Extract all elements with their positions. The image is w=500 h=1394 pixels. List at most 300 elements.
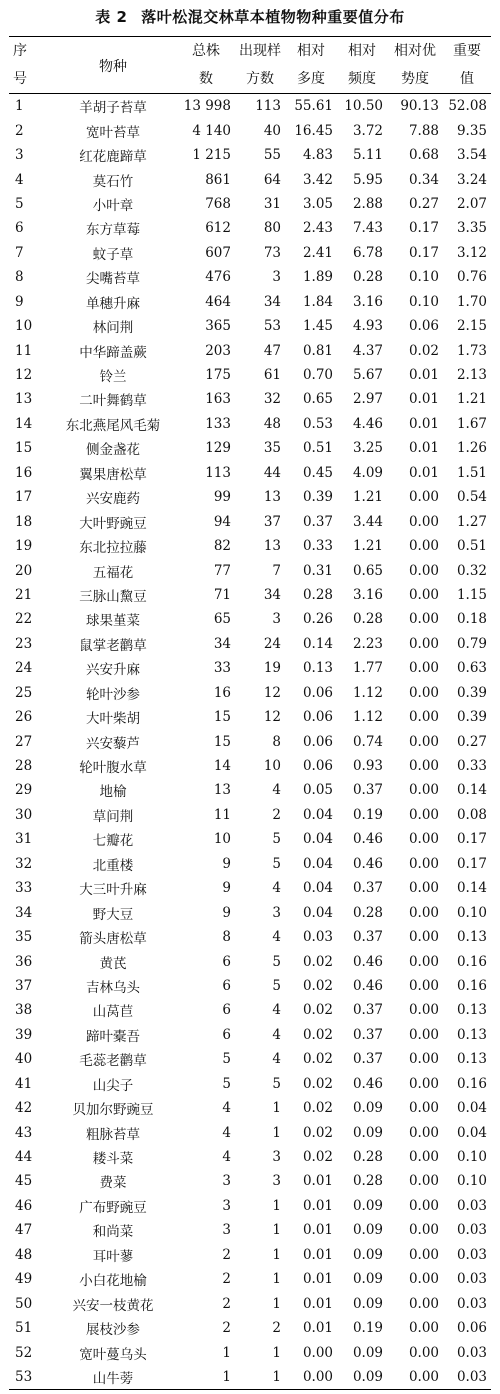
cell-species: 毛蕊老鹳草: [79, 1053, 147, 1070]
cell-rel-abundance: 0.33: [302, 538, 333, 555]
cell-idx: 25: [15, 684, 33, 701]
cell-idx: 31: [15, 831, 33, 848]
cell-importance: 1.73: [456, 342, 487, 359]
cell-rel-abundance: 0.01: [302, 1295, 333, 1312]
cell-rel-abundance: 16.45: [294, 122, 333, 139]
cell-importance: 0.06: [456, 1320, 487, 1337]
species-importance-table: [9, 36, 491, 1390]
cell-total-count: 203: [205, 342, 231, 359]
cell-rel-frequency: 3.25: [352, 440, 383, 457]
cell-species: 宽叶苔草: [86, 124, 140, 141]
cell-plot-count: 1: [272, 1344, 281, 1361]
cell-rel-abundance: 0.06: [302, 709, 333, 726]
cell-rel-abundance: 0.02: [302, 1149, 333, 1166]
cell-importance: 2.07: [456, 195, 487, 212]
cell-importance: 0.39: [456, 709, 487, 726]
cell-rel-frequency: 0.28: [352, 1173, 383, 1190]
table-row: [9, 778, 491, 802]
table-row: [9, 192, 491, 216]
table-row: [9, 925, 491, 949]
cell-rel-abundance: 0.51: [302, 440, 333, 457]
cell-species: 展枝沙参: [86, 1322, 140, 1339]
table-row: [9, 1316, 491, 1340]
table-caption: [0, 0, 500, 34]
cell-rel-abundance: 0.01: [302, 1222, 333, 1239]
cell-total-count: 14: [213, 758, 231, 775]
watermark: [466, 1300, 496, 1390]
cell-total-count: 2: [222, 1295, 231, 1312]
cell-importance: 3.54: [456, 147, 487, 164]
cell-importance: 1.27: [456, 513, 487, 530]
cell-rel-dominance: 0.17: [408, 220, 439, 237]
cell-importance: 0.63: [456, 660, 487, 677]
cell-total-count: 1: [177, 1365, 235, 1390]
cell-importance: 1.70: [456, 293, 487, 310]
cell-importance: 1.26: [456, 440, 487, 457]
cell-plot-count: 10: [263, 758, 281, 775]
cell-total-count: 2: [222, 1246, 231, 1263]
cell-species: 大三叶升麻: [79, 882, 147, 899]
cell-species: 草问荆: [92, 808, 134, 825]
cell-total-count: 11: [213, 806, 231, 823]
cell-species: 小叶章: [92, 197, 134, 214]
cell-idx: 8: [15, 269, 24, 286]
cell-rel-dominance: 0.00: [408, 1222, 439, 1239]
cell-idx: 33: [15, 880, 33, 897]
cell-plot-count: 40: [263, 122, 281, 139]
cell-total-count: 476: [205, 269, 231, 286]
cell-total-count: 3: [222, 1222, 231, 1239]
cell-rel-frequency: 0.37: [352, 1026, 383, 1043]
cell-total-count: 6: [222, 953, 231, 970]
cell-plot-count: 37: [263, 513, 281, 530]
cell-total-count: 13: [213, 782, 231, 799]
cell-rel-dominance: 0.02: [408, 342, 439, 359]
cell-importance: 0.51: [456, 538, 487, 555]
cell-idx: 9: [15, 293, 24, 310]
table-caption-text: 落叶松混交林草本植物物种重要值分布: [141, 8, 405, 26]
cell-rel-dominance: 0.10: [408, 269, 439, 286]
table-row: [9, 1267, 491, 1291]
cell-rel-dominance: 0.00: [408, 977, 439, 994]
cell-importance: 0.33: [456, 758, 487, 775]
cell-rel-dominance: 7.88: [408, 122, 439, 139]
cell-rel-frequency: 1.21: [352, 489, 383, 506]
cell-idx: 46: [15, 1197, 33, 1214]
cell-species: 兴安升麻: [86, 662, 140, 679]
cell-plot-count: 4: [272, 1026, 281, 1043]
cell-rel-frequency: 6.78: [352, 244, 383, 261]
cell-rel-abundance: 0.14: [302, 635, 333, 652]
cell-total-count: 5: [222, 1075, 231, 1092]
table-caption-label: 表 2: [95, 8, 128, 26]
cell-rel-dominance: 0.00: [408, 929, 439, 946]
cell-importance: 3.35: [456, 220, 487, 237]
cell-species: 侧金盏花: [86, 442, 140, 459]
cell-rel-frequency: 0.19: [352, 1320, 383, 1337]
cell-importance: 0.08: [456, 806, 487, 823]
cell-idx: 30: [15, 806, 33, 823]
cell-rel-dominance: 0.00: [408, 1173, 439, 1190]
cell-total-count: 9: [222, 880, 231, 897]
cell-species: 大叶野豌豆: [79, 515, 147, 532]
cell-rel-dominance: 0.00: [408, 611, 439, 628]
cell-rel-frequency: 1.12: [352, 684, 383, 701]
cell-rel-dominance: 0.00: [408, 953, 439, 970]
table-row: [9, 412, 491, 436]
cell-rel-abundance: 0.00: [302, 1344, 333, 1361]
cell-idx: 7: [15, 244, 24, 261]
cell-total-count: 129: [205, 440, 231, 457]
cell-importance: 0.03: [456, 1344, 487, 1361]
cell-plot-count: 3: [272, 611, 281, 628]
cell-rel-dominance: 0.01: [408, 367, 439, 384]
cell-plot-count: 80: [263, 220, 281, 237]
cell-total-count: 4 140: [192, 122, 231, 139]
cell-rel-frequency: 0.09: [352, 1100, 383, 1117]
cell-plot-count: 1: [272, 1271, 281, 1288]
cell-plot-count: 4: [272, 880, 281, 897]
cell-rel-frequency: 2.88: [352, 195, 383, 212]
cell-rel-dominance: 0.00: [408, 562, 439, 579]
cell-total-count: 4: [222, 1100, 231, 1117]
cell-plot-count: 73: [263, 244, 281, 261]
cell-total-count: 9: [222, 855, 231, 872]
cell-rel-dominance: 0.00: [408, 684, 439, 701]
cell-plot-count: 5: [272, 977, 281, 994]
cell-rel-abundance: 1.45: [302, 318, 333, 335]
table-row: [9, 1169, 491, 1193]
cell-idx: 10: [15, 318, 33, 335]
cell-plot-count: 1: [235, 1365, 285, 1390]
cell-rel-frequency: 5.11: [352, 147, 383, 164]
cell-rel-dominance: 0.00: [408, 806, 439, 823]
cell-total-count: 3: [222, 1173, 231, 1190]
cell-rel-frequency: 0.09: [352, 1124, 383, 1141]
cell-plot-count: 4: [272, 1051, 281, 1068]
cell-rel-frequency: 1.21: [352, 538, 383, 555]
cell-species: 小白花地榆: [79, 1273, 147, 1290]
cell-importance: 9.35: [456, 122, 487, 139]
cell-total-count: 94: [213, 513, 231, 530]
cell-rel-abundance: 3.42: [302, 171, 333, 188]
cell-rel-dominance: 0.27: [408, 195, 439, 212]
cell-rel-frequency: 0.46: [352, 977, 383, 994]
cell-rel-abundance: 2.41: [302, 244, 333, 261]
cell-importance: 52.08: [448, 98, 487, 115]
cell-importance: 0.03: [456, 1295, 487, 1312]
cell-idx: 18: [15, 513, 33, 530]
header-importance: 值: [443, 65, 491, 94]
cell-species: 东北拉拉藤: [79, 540, 147, 557]
cell-total-count: 1: [222, 1344, 231, 1361]
cell-plot-count: 32: [263, 391, 281, 408]
cell-importance: 0.13: [456, 1051, 487, 1068]
cell-rel-dominance: 0.00: [408, 586, 439, 603]
cell-plot-count: 113: [255, 98, 281, 115]
cell-idx: 28: [15, 758, 33, 775]
table-row: [9, 656, 491, 680]
cell-rel-frequency: 5.95: [352, 171, 383, 188]
cell-total-count: 16: [213, 684, 231, 701]
cell-rel-abundance: 0.81: [302, 342, 333, 359]
cell-plot-count: 13: [263, 489, 281, 506]
cell-importance: 0.04: [456, 1100, 487, 1117]
cell-rel-frequency: 0.37: [352, 929, 383, 946]
table-row: [9, 290, 491, 314]
cell-rel-abundance: 0.06: [302, 733, 333, 750]
table-row: [9, 485, 491, 509]
cell-species: 箭头唐松草: [79, 931, 147, 948]
cell-rel-dominance: 90.13: [400, 98, 439, 115]
cell-rel-abundance: 0.26: [302, 611, 333, 628]
cell-rel-abundance: 2.43: [302, 220, 333, 237]
cell-total-count: 133: [205, 415, 231, 432]
table-row: [9, 436, 491, 460]
cell-rel-frequency: 0.46: [352, 831, 383, 848]
header-rel-dominance: 势度: [387, 65, 443, 94]
cell-rel-dominance: 0.00: [408, 1197, 439, 1214]
cell-rel-abundance: 0.01: [302, 1197, 333, 1214]
cell-rel-frequency: 0.28: [352, 904, 383, 921]
cell-rel-dominance: 0.00: [408, 904, 439, 921]
cell-rel-frequency: 4.09: [352, 464, 383, 481]
cell-plot-count: 24: [263, 635, 281, 652]
cell-importance: 0.79: [456, 635, 487, 652]
cell-rel-abundance: 0.04: [302, 831, 333, 848]
cell-plot-count: 5: [272, 855, 281, 872]
cell-plot-count: 55: [263, 147, 281, 164]
cell-rel-dominance: 0.00: [408, 880, 439, 897]
cell-rel-abundance: 0.02: [302, 1026, 333, 1043]
table-row: [9, 974, 491, 998]
cell-rel-frequency: 3.44: [352, 513, 383, 530]
cell-rel-abundance: 0.05: [302, 782, 333, 799]
cell-plot-count: 48: [263, 415, 281, 432]
cell-idx: 11: [15, 342, 33, 359]
cell-rel-abundance: 3.05: [302, 195, 333, 212]
cell-total-count: 175: [205, 367, 231, 384]
cell-total-count: 1 215: [192, 147, 231, 164]
cell-total-count: 13 998: [183, 98, 231, 115]
cell-importance: 0.10: [456, 1173, 487, 1190]
cell-plot-count: 31: [263, 195, 281, 212]
cell-importance: 1.15: [456, 586, 487, 603]
table-row: [9, 1072, 491, 1096]
cell-rel-frequency: 0.09: [352, 1295, 383, 1312]
cell-total-count: 34: [213, 635, 231, 652]
cell-rel-frequency: 0.37: [352, 880, 383, 897]
cell-plot-count: 53: [263, 318, 281, 335]
cell-rel-abundance: 0.01: [302, 1173, 333, 1190]
cell-rel-frequency: 0.46: [352, 1075, 383, 1092]
cell-rel-abundance: 0.02: [302, 1124, 333, 1141]
table-row: [9, 1365, 491, 1390]
cell-importance: 1.21: [456, 391, 487, 408]
cell-rel-abundance: 1.84: [302, 293, 333, 310]
cell-idx: 12: [15, 367, 33, 384]
cell-total-count: 15: [213, 733, 231, 750]
cell-rel-dominance: 0.00: [408, 660, 439, 677]
cell-total-count: 6: [222, 1026, 231, 1043]
cell-idx: 21: [15, 586, 33, 603]
table-row: [9, 900, 491, 924]
cell-importance: 2.15: [456, 318, 487, 335]
cell-species: 羊胡子苔草: [79, 100, 147, 117]
cell-species: 东北燕尾风毛菊: [65, 417, 161, 434]
cell-rel-frequency: 0.19: [352, 806, 383, 823]
cell-species: 蚊子草: [92, 246, 134, 263]
cell-rel-dominance: 0.34: [408, 171, 439, 188]
cell-rel-dominance: 0.00: [408, 1320, 439, 1337]
cell-importance: 0.03: [443, 1365, 491, 1390]
cell-plot-count: 4: [272, 782, 281, 799]
cell-importance: 0.54: [456, 489, 487, 506]
cell-rel-abundance: 0.31: [302, 562, 333, 579]
cell-importance: 3.12: [456, 244, 487, 261]
cell-idx: 34: [15, 904, 33, 921]
cell-idx: 22: [15, 611, 33, 628]
cell-rel-dominance: 0.00: [408, 1051, 439, 1068]
cell-idx: 38: [15, 1002, 33, 1019]
cell-importance: 0.16: [456, 1075, 487, 1092]
cell-species: 耳叶蓼: [92, 1248, 134, 1265]
cell-rel-abundance: 0.02: [302, 1075, 333, 1092]
cell-total-count: 4: [222, 1124, 231, 1141]
cell-species: 费菜: [99, 1175, 127, 1192]
cell-species: 大叶柴胡: [86, 711, 140, 728]
cell-importance: 0.04: [456, 1124, 487, 1141]
cell-plot-count: 2: [272, 1320, 281, 1337]
cell-species: 兴安鹿药: [86, 491, 140, 508]
header-plots: 方数: [235, 65, 285, 94]
cell-rel-frequency: 0.93: [352, 758, 383, 775]
cell-plot-count: 1: [272, 1246, 281, 1263]
cell-plot-count: 4: [272, 929, 281, 946]
cell-rel-frequency: 5.67: [352, 367, 383, 384]
cell-rel-frequency: 4.93: [352, 318, 383, 335]
cell-plot-count: 2: [272, 806, 281, 823]
cell-idx: 47: [15, 1222, 33, 1239]
cell-importance: 0.14: [456, 782, 487, 799]
cell-rel-dominance: 0.00: [408, 1026, 439, 1043]
table-row: [9, 1047, 491, 1071]
cell-idx: 53: [9, 1365, 49, 1390]
table-row: [9, 338, 491, 362]
cell-importance: 0.17: [456, 855, 487, 872]
cell-species: 宽叶蔓乌头: [79, 1346, 147, 1363]
table-row: [9, 387, 491, 411]
cell-rel-frequency: 3.16: [352, 293, 383, 310]
cell-plot-count: 3: [272, 904, 281, 921]
cell-rel-dominance: 0.00: [408, 1124, 439, 1141]
cell-plot-count: 3: [272, 269, 281, 286]
cell-species: 中华蹄盖蕨: [79, 344, 147, 361]
cell-species: 球果堇菜: [86, 613, 140, 630]
table-row: [9, 143, 491, 167]
cell-rel-frequency: 2.97: [352, 391, 383, 408]
cell-species: 蹄叶橐吾: [86, 1028, 140, 1045]
cell-rel-abundance: 0.02: [302, 1100, 333, 1117]
table-row: [9, 1218, 491, 1242]
cell-total-count: 464: [205, 293, 231, 310]
cell-importance: 0.13: [456, 1026, 487, 1043]
cell-rel-dominance: 0.00: [408, 758, 439, 775]
cell-rel-frequency: 0.28: [352, 611, 383, 628]
table-body: [9, 94, 491, 1390]
cell-rel-frequency: 2.23: [352, 635, 383, 652]
cell-idx: 45: [15, 1173, 33, 1190]
cell-species: 贝加尔野豌豆: [72, 1102, 154, 1119]
cell-idx: 1: [15, 98, 24, 115]
cell-idx: 32: [15, 855, 33, 872]
cell-rel-dominance: 0.00: [408, 513, 439, 530]
cell-rel-frequency: 0.46: [352, 953, 383, 970]
cell-rel-frequency: 0.28: [352, 269, 383, 286]
cell-importance: 0.14: [456, 880, 487, 897]
cell-idx: 41: [15, 1075, 33, 1092]
cell-importance: 0.10: [456, 904, 487, 921]
cell-species: 和尚菜: [92, 1224, 134, 1241]
cell-total-count: 861: [205, 171, 231, 188]
cell-total-count: 6: [222, 977, 231, 994]
cell-idx: 40: [15, 1051, 33, 1068]
table-row: [9, 681, 491, 705]
cell-total-count: 768: [205, 195, 231, 212]
cell-importance: 0.17: [456, 831, 487, 848]
cell-importance: 0.39: [456, 684, 487, 701]
cell-rel-abundance: 0.02: [302, 953, 333, 970]
header-idx: 号: [9, 65, 49, 94]
cell-idx: 27: [15, 733, 33, 750]
cell-rel-abundance: 0.04: [302, 904, 333, 921]
cell-plot-count: 1: [272, 1222, 281, 1239]
cell-rel-dominance: 0.00: [408, 1271, 439, 1288]
table-row: [9, 461, 491, 485]
cell-species: 山牛蒡: [49, 1365, 177, 1390]
cell-rel-abundance: 0.01: [302, 1271, 333, 1288]
cell-rel-frequency: 3.72: [352, 122, 383, 139]
header-plots: 出现样: [235, 37, 285, 66]
cell-rel-frequency: 0.09: [352, 1246, 383, 1263]
table-row: [9, 705, 491, 729]
cell-idx: 49: [15, 1271, 33, 1288]
cell-total-count: 82: [213, 538, 231, 555]
table-row: [9, 1340, 491, 1364]
cell-species: 兴安藜芦: [86, 735, 140, 752]
table-row: [9, 803, 491, 827]
cell-plot-count: 64: [263, 171, 281, 188]
cell-importance: 0.27: [456, 733, 487, 750]
cell-rel-abundance: 0.45: [302, 464, 333, 481]
cell-rel-dominance: 0.17: [408, 244, 439, 261]
cell-total-count: 77: [213, 562, 231, 579]
cell-idx: 42: [15, 1100, 33, 1117]
cell-rel-frequency: 1.12: [352, 709, 383, 726]
cell-rel-dominance: 0.00: [408, 635, 439, 652]
cell-rel-dominance: 0.01: [408, 464, 439, 481]
cell-species: 地榆: [99, 784, 127, 801]
cell-total-count: 5: [222, 1051, 231, 1068]
cell-importance: 0.03: [456, 1271, 487, 1288]
cell-rel-dominance: 0.00: [408, 1100, 439, 1117]
table-row: [9, 1194, 491, 1218]
cell-rel-abundance: 0.03: [302, 929, 333, 946]
cell-species: 七瓣花: [92, 833, 134, 850]
cell-idx: 50: [15, 1295, 33, 1312]
cell-plot-count: 5: [272, 1075, 281, 1092]
table-row: [9, 632, 491, 656]
